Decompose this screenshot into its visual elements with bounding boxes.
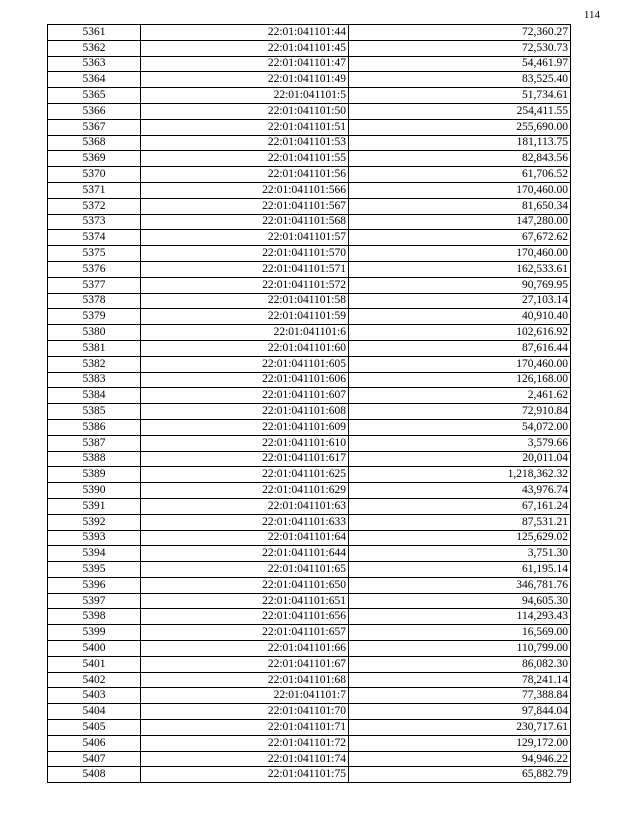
cadastral-number-cell: 22:01:041101:49	[141, 72, 349, 88]
table-row	[48, 656, 571, 672]
table-row	[48, 751, 571, 767]
cadastral-number-cell: 22:01:041101:656	[141, 609, 349, 625]
value-cell: 170,460.00	[349, 356, 571, 372]
cadastral-number-cell: 22:01:041101:47	[141, 56, 349, 72]
row-number-cell: 5387	[48, 435, 141, 451]
value-cell: 27,103.14	[349, 293, 571, 309]
cadastral-number-cell: 22:01:041101:568	[141, 214, 349, 230]
value-cell: 54,461.97	[349, 56, 571, 72]
cadastral-number-cell: 22:01:041101:7	[141, 688, 349, 704]
row-number-cell: 5395	[48, 562, 141, 578]
table-row	[48, 467, 571, 483]
value-cell: 87,616.44	[349, 340, 571, 356]
table-row	[48, 530, 571, 546]
cadastral-number-cell: 22:01:041101:58	[141, 293, 349, 309]
value-cell: 81,650.34	[349, 198, 571, 214]
cadastral-value-table	[47, 24, 571, 783]
cadastral-number-cell: 22:01:041101:51	[141, 119, 349, 135]
table-row	[48, 151, 571, 167]
value-cell: 83,525.40	[349, 72, 571, 88]
row-number-cell: 5365	[48, 88, 141, 104]
table-row	[48, 277, 571, 293]
row-number-cell: 5372	[48, 198, 141, 214]
table-row	[48, 735, 571, 751]
table-row	[48, 562, 571, 578]
table-row	[48, 167, 571, 183]
table-row	[48, 309, 571, 325]
table-row	[48, 388, 571, 404]
cadastral-number-cell: 22:01:041101:657	[141, 625, 349, 641]
table-row	[48, 214, 571, 230]
cadastral-number-cell: 22:01:041101:651	[141, 593, 349, 609]
cadastral-number-cell: 22:01:041101:571	[141, 261, 349, 277]
table-row	[48, 293, 571, 309]
row-number-cell: 5376	[48, 261, 141, 277]
table-row	[48, 230, 571, 246]
value-cell: 147,280.00	[349, 214, 571, 230]
table-row	[48, 88, 571, 104]
row-number-cell: 5403	[48, 688, 141, 704]
table-row	[48, 103, 571, 119]
value-cell: 77,388.84	[349, 688, 571, 704]
table-row	[48, 704, 571, 720]
row-number-cell: 5388	[48, 451, 141, 467]
value-cell: 20,011.04	[349, 451, 571, 467]
table-row	[48, 483, 571, 499]
value-cell: 3,751.30	[349, 546, 571, 562]
table-row	[48, 198, 571, 214]
cadastral-number-cell: 22:01:041101:56	[141, 167, 349, 183]
table-row	[48, 435, 571, 451]
cadastral-number-cell: 22:01:041101:53	[141, 135, 349, 151]
table-row	[48, 419, 571, 435]
row-number-cell: 5366	[48, 103, 141, 119]
cadastral-number-cell: 22:01:041101:570	[141, 246, 349, 262]
table-row	[48, 546, 571, 562]
row-number-cell: 5396	[48, 577, 141, 593]
cadastral-number-cell: 22:01:041101:67	[141, 656, 349, 672]
cadastral-number-cell: 22:01:041101:70	[141, 704, 349, 720]
cadastral-number-cell: 22:01:041101:75	[141, 767, 349, 783]
cadastral-number-cell: 22:01:041101:50	[141, 103, 349, 119]
table-row	[48, 356, 571, 372]
value-cell: 102,616.92	[349, 325, 571, 341]
cadastral-number-cell: 22:01:041101:55	[141, 151, 349, 167]
row-number-cell: 5407	[48, 751, 141, 767]
row-number-cell: 5368	[48, 135, 141, 151]
value-cell: 65,882.79	[349, 767, 571, 783]
value-cell: 97,844.04	[349, 704, 571, 720]
value-cell: 1,218,362.32	[349, 467, 571, 483]
table-row	[48, 56, 571, 72]
value-cell: 181,113.75	[349, 135, 571, 151]
cadastral-number-cell: 22:01:041101:57	[141, 230, 349, 246]
table-row	[48, 688, 571, 704]
table-row	[48, 593, 571, 609]
cadastral-number-cell: 22:01:041101:74	[141, 751, 349, 767]
value-cell: 254,411.55	[349, 103, 571, 119]
row-number-cell: 5380	[48, 325, 141, 341]
row-number-cell: 5371	[48, 182, 141, 198]
value-cell: 82,843.56	[349, 151, 571, 167]
value-cell: 94,605.30	[349, 593, 571, 609]
cadastral-number-cell: 22:01:041101:605	[141, 356, 349, 372]
cadastral-number-cell: 22:01:041101:68	[141, 672, 349, 688]
value-cell: 170,460.00	[349, 182, 571, 198]
cadastral-number-cell: 22:01:041101:650	[141, 577, 349, 593]
row-number-cell: 5391	[48, 498, 141, 514]
row-number-cell: 5381	[48, 340, 141, 356]
cadastral-number-cell: 22:01:041101:45	[141, 40, 349, 56]
value-cell: 230,717.61	[349, 720, 571, 736]
table-row	[48, 72, 571, 88]
cadastral-number-cell: 22:01:041101:6	[141, 325, 349, 341]
table-body	[48, 25, 571, 783]
row-number-cell: 5394	[48, 546, 141, 562]
row-number-cell: 5393	[48, 530, 141, 546]
value-cell: 129,172.00	[349, 735, 571, 751]
row-number-cell: 5367	[48, 119, 141, 135]
value-cell: 3,579.66	[349, 435, 571, 451]
row-number-cell: 5384	[48, 388, 141, 404]
row-number-cell: 5369	[48, 151, 141, 167]
row-number-cell: 5404	[48, 704, 141, 720]
row-number-cell: 5402	[48, 672, 141, 688]
row-number-cell: 5364	[48, 72, 141, 88]
table-row	[48, 641, 571, 657]
table-row	[48, 135, 571, 151]
value-cell: 94,946.22	[349, 751, 571, 767]
table-row	[48, 498, 571, 514]
row-number-cell: 5378	[48, 293, 141, 309]
value-cell: 86,082.30	[349, 656, 571, 672]
row-number-cell: 5375	[48, 246, 141, 262]
cadastral-number-cell: 22:01:041101:610	[141, 435, 349, 451]
row-number-cell: 5383	[48, 372, 141, 388]
value-cell: 162,533.61	[349, 261, 571, 277]
value-cell: 72,360.27	[349, 25, 571, 41]
table-row	[48, 372, 571, 388]
row-number-cell: 5401	[48, 656, 141, 672]
row-number-cell: 5379	[48, 309, 141, 325]
cadastral-number-cell: 22:01:041101:617	[141, 451, 349, 467]
row-number-cell: 5398	[48, 609, 141, 625]
value-cell: 61,706.52	[349, 167, 571, 183]
row-number-cell: 5405	[48, 720, 141, 736]
row-number-cell: 5374	[48, 230, 141, 246]
table-row	[48, 720, 571, 736]
row-number-cell: 5361	[48, 25, 141, 41]
table-row	[48, 404, 571, 420]
table-row	[48, 672, 571, 688]
table-row	[48, 119, 571, 135]
value-cell: 346,781.76	[349, 577, 571, 593]
cadastral-number-cell: 22:01:041101:572	[141, 277, 349, 293]
cadastral-number-cell: 22:01:041101:607	[141, 388, 349, 404]
value-cell: 67,672.62	[349, 230, 571, 246]
value-cell: 110,799.00	[349, 641, 571, 657]
cadastral-number-cell: 22:01:041101:625	[141, 467, 349, 483]
cadastral-number-cell: 22:01:041101:44	[141, 25, 349, 41]
table-row	[48, 451, 571, 467]
row-number-cell: 5408	[48, 767, 141, 783]
cadastral-number-cell: 22:01:041101:64	[141, 530, 349, 546]
row-number-cell: 5382	[48, 356, 141, 372]
table-row	[48, 577, 571, 593]
table-row	[48, 625, 571, 641]
value-cell: 72,910.84	[349, 404, 571, 420]
row-number-cell: 5377	[48, 277, 141, 293]
row-number-cell: 5400	[48, 641, 141, 657]
value-cell: 40,910.40	[349, 309, 571, 325]
row-number-cell: 5399	[48, 625, 141, 641]
value-cell: 90,769.95	[349, 277, 571, 293]
table-row	[48, 246, 571, 262]
cadastral-number-cell: 22:01:041101:65	[141, 562, 349, 578]
row-number-cell: 5362	[48, 40, 141, 56]
value-cell: 170,460.00	[349, 246, 571, 262]
value-cell: 87,531.21	[349, 514, 571, 530]
value-cell: 125,629.02	[349, 530, 571, 546]
table-row	[48, 325, 571, 341]
cadastral-number-cell: 22:01:041101:71	[141, 720, 349, 736]
table-row	[48, 767, 571, 783]
cadastral-number-cell: 22:01:041101:63	[141, 498, 349, 514]
table-row	[48, 514, 571, 530]
table-row	[48, 261, 571, 277]
cadastral-number-cell: 22:01:041101:608	[141, 404, 349, 420]
cadastral-number-cell: 22:01:041101:567	[141, 198, 349, 214]
row-number-cell: 5392	[48, 514, 141, 530]
row-number-cell: 5406	[48, 735, 141, 751]
cadastral-number-cell: 22:01:041101:633	[141, 514, 349, 530]
value-cell: 2,461.62	[349, 388, 571, 404]
row-number-cell: 5385	[48, 404, 141, 420]
value-cell: 51,734.61	[349, 88, 571, 104]
value-cell: 67,161.24	[349, 498, 571, 514]
cadastral-number-cell: 22:01:041101:72	[141, 735, 349, 751]
table-row	[48, 40, 571, 56]
value-cell: 72,530.73	[349, 40, 571, 56]
row-number-cell: 5373	[48, 214, 141, 230]
table-row	[48, 25, 571, 41]
row-number-cell: 5389	[48, 467, 141, 483]
row-number-cell: 5363	[48, 56, 141, 72]
row-number-cell: 5370	[48, 167, 141, 183]
table-row	[48, 609, 571, 625]
row-number-cell: 5386	[48, 419, 141, 435]
value-cell: 126,168.00	[349, 372, 571, 388]
cadastral-number-cell: 22:01:041101:644	[141, 546, 349, 562]
row-number-cell: 5390	[48, 483, 141, 499]
value-cell: 16,569.00	[349, 625, 571, 641]
cadastral-number-cell: 22:01:041101:629	[141, 483, 349, 499]
table-row	[48, 182, 571, 198]
table-row	[48, 340, 571, 356]
cadastral-number-cell: 22:01:041101:5	[141, 88, 349, 104]
value-cell: 61,195.14	[349, 562, 571, 578]
value-cell: 78,241.14	[349, 672, 571, 688]
row-number-cell: 5397	[48, 593, 141, 609]
value-cell: 54,072.00	[349, 419, 571, 435]
page-number: 114	[583, 9, 600, 21]
cadastral-number-cell: 22:01:041101:66	[141, 641, 349, 657]
value-cell: 43,976.74	[349, 483, 571, 499]
cadastral-number-cell: 22:01:041101:566	[141, 182, 349, 198]
cadastral-number-cell: 22:01:041101:60	[141, 340, 349, 356]
cadastral-number-cell: 22:01:041101:609	[141, 419, 349, 435]
value-cell: 114,293.43	[349, 609, 571, 625]
value-cell: 255,690.00	[349, 119, 571, 135]
cadastral-number-cell: 22:01:041101:59	[141, 309, 349, 325]
cadastral-number-cell: 22:01:041101:606	[141, 372, 349, 388]
